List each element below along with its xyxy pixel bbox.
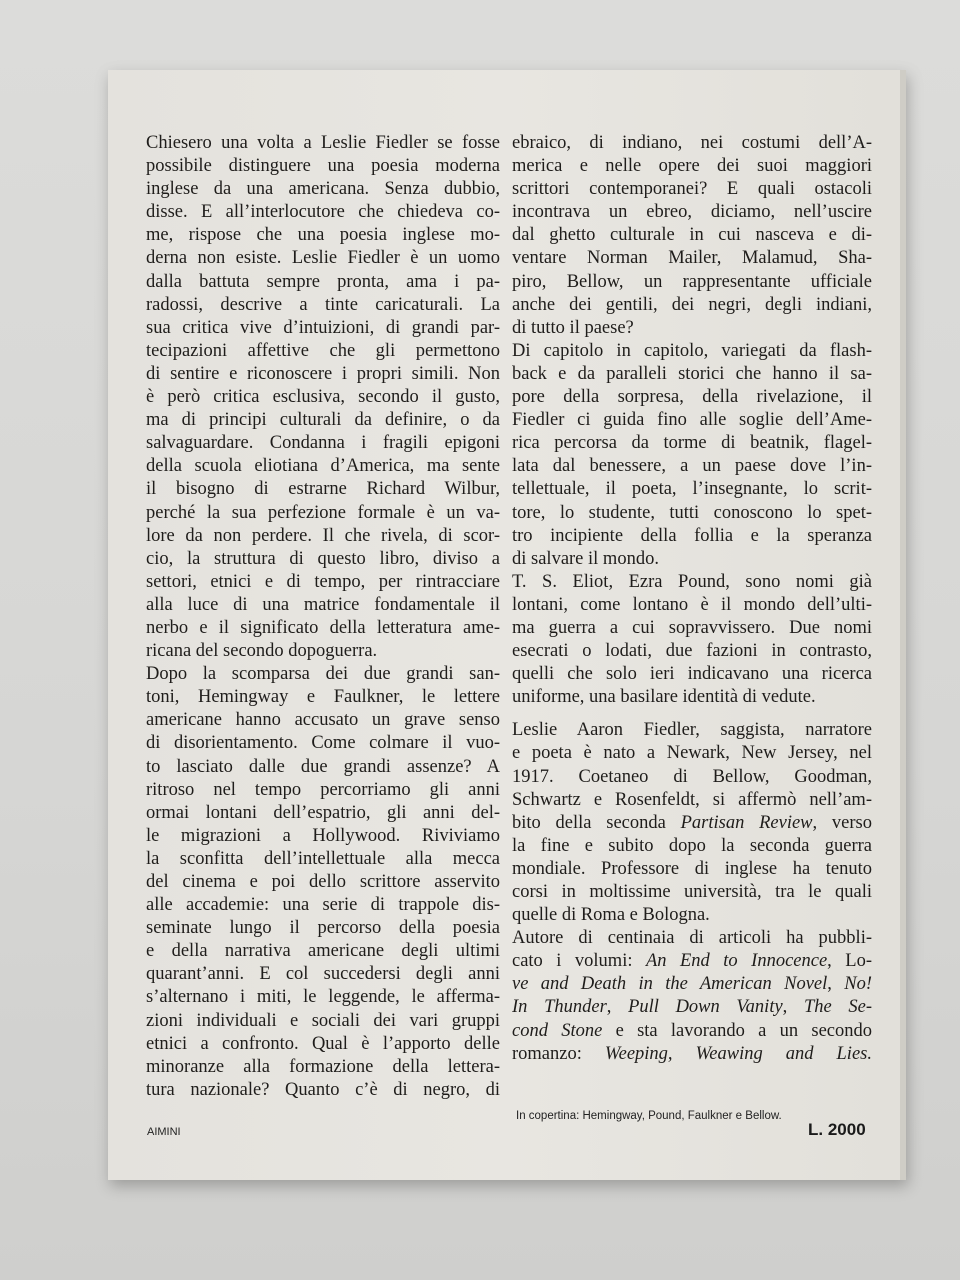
- text-line: ormai lontani dell’espatrio, gli anni del-: [146, 802, 500, 823]
- text-line: [512, 950, 872, 973]
- text-line: alle accademie: una serie di trappole dis-: [146, 895, 500, 916]
- text-line: americane hanno accusato un grave senso: [146, 710, 500, 731]
- paragraph: [512, 340, 872, 571]
- text-line: [512, 812, 872, 835]
- italic-title: The Se-: [803, 997, 872, 1018]
- text-line: tore, lo studente, tutti conoscono lo spet-: [512, 502, 872, 523]
- book-back-cover: [108, 70, 906, 1180]
- italic-title: cond Stone: [512, 1020, 603, 1041]
- text-segment: romanzo:: [512, 1043, 605, 1064]
- text-line: nerbo e il significato della letteratura ame-: [146, 617, 500, 638]
- text-line: corsi in moltissime università, tra le quali: [512, 882, 872, 902]
- text-line: pore della sorpresa, della rivelazione, il: [512, 387, 872, 408]
- text-line: minoranze alla formazione della lettera-: [146, 1056, 500, 1077]
- paragraph: [146, 132, 500, 663]
- text-line: Fiedler ci guida fino alle soglie dell’Ame-: [512, 410, 872, 431]
- text-line: e della narrativa americane degli ultimi: [146, 941, 500, 962]
- text-line: piro, Bellow, un rappresentante ufficiale: [512, 271, 872, 292]
- text-line: [512, 1020, 872, 1043]
- text-line: di salvare il mondo.: [512, 548, 659, 569]
- text-line: [512, 973, 872, 996]
- text-line: dal ghetto culturale in cui nasceva e di-: [512, 225, 872, 246]
- text-line: Dopo la scomparsa dei due grandi san-: [146, 664, 500, 685]
- text-line: to lasciato dalle due grandi assenze? A: [146, 756, 500, 777]
- text-line: salvaguardare. Condanna i fragili epigoni: [146, 433, 500, 454]
- text-line: s’alternano i miti, le leggende, le afferma-: [146, 987, 500, 1008]
- text-line: Chiesero una volta a Leslie Fiedler se fosse: [146, 133, 500, 153]
- publisher-name: AIMINI: [147, 1126, 181, 1138]
- paragraph: [512, 571, 872, 710]
- text-segment: ,: [827, 974, 845, 995]
- text-line: ricana del secondo dopoguerra.: [146, 641, 378, 662]
- text-segment: e sta lavorando a un secondo: [602, 1020, 872, 1041]
- paragraph: [512, 132, 872, 340]
- text-line: T. S. Eliot, Ezra Pound, sono nomi già: [512, 571, 872, 592]
- text-line: Autore di centinaia di articoli ha pubbli-: [512, 928, 872, 949]
- text-line: cio, la struttura di questo libro, diviso a: [146, 548, 500, 569]
- italic-title: An End to Innocence: [645, 951, 828, 972]
- text-line: inglese da una americana. Senza dubbio,: [146, 179, 500, 200]
- text-line: tura nazionale? Quanto c’è di negro, di: [146, 1079, 500, 1100]
- italic-title: No!: [844, 974, 872, 995]
- text-line: quelli che solo ieri indicavano una ricerca: [512, 664, 872, 685]
- text-line: il bisogno di estrarne Richard Wilbur,: [146, 479, 500, 500]
- text-line: la fine e subito dopo la seconda guerra: [512, 835, 872, 856]
- text-line: quelle di Roma e Bologna.: [512, 905, 710, 926]
- italic-title: Pull Down Vanity: [628, 997, 783, 1018]
- text-line: rica percorsa da torme di beatnik, flagel-: [512, 433, 872, 454]
- text-line: derna non esiste. Leslie Fiedler è un uomo: [146, 248, 500, 269]
- left-text-column: [146, 132, 500, 1102]
- text-line: tellettuale, il poeta, l’insegnante, lo scrit-: [512, 479, 872, 500]
- text-line: zioni individuali e sociali dei vari gruppi: [146, 1010, 500, 1031]
- text-segment: , verso: [812, 812, 872, 833]
- text-line: tecipazioni affettive che gli permettono: [146, 340, 500, 361]
- text-line: ma di principi culturali da definire, o da: [146, 410, 500, 431]
- italic-title: Partisan Review: [680, 812, 813, 833]
- text-line: me, rispose che una poesia inglese mo-: [146, 225, 500, 246]
- text-line: del cinema e poi dello scrittore asservito: [146, 872, 500, 892]
- text-line: la sconfitta dell’intellettuale alla mecca: [146, 848, 500, 869]
- text-line: di disorientamento. Come colmare il vuo-: [146, 733, 500, 754]
- italic-title: ve and Death in the American Novel: [512, 974, 828, 995]
- text-line: di sentire e riconoscere i propri simili. Non: [146, 363, 500, 384]
- text-line: e poeta è nato a Newark, New Jersey, nel: [512, 743, 872, 764]
- text-line: 1917. Coetaneo di Bellow, Goodman,: [512, 766, 872, 787]
- text-line: è però critica esclusiva, secondo il gusto,: [146, 387, 500, 408]
- text-segment: bito della seconda: [512, 812, 681, 833]
- text-line: radossi, descrive a tinte caricaturali. La: [146, 294, 500, 315]
- text-line: ebraico, di indiano, nei costumi dell’A-: [512, 133, 872, 153]
- italic-title: In Thunder: [512, 997, 607, 1018]
- text-line: disse. E all’interlocutore che chiedeva co-: [146, 202, 500, 223]
- text-line: settori, etnici e di tempo, per rintracciare: [146, 571, 500, 592]
- text-line: mondiale. Professore di inglese ha tenuto: [512, 858, 872, 879]
- text-line: lore da non perdere. Il che rivela, di scor-: [146, 525, 500, 546]
- text-line: dalla battuta sempre pronta, ama i pa-: [146, 271, 500, 292]
- text-line: [512, 1043, 872, 1066]
- text-line: della scuola eliotiana d’America, ma sente: [146, 456, 500, 477]
- text-line: perché la sua perfezione formale è un va-: [146, 502, 500, 523]
- text-line: tro incipiente della follia e la speranza: [512, 525, 872, 546]
- paragraph: [146, 663, 500, 1102]
- text-line: uniforme, una basilare identità di vedute.: [512, 687, 816, 708]
- text-line: back e da paralleli storici che hanno il sa-: [512, 363, 872, 384]
- text-line: merica e nelle opere dei suoi maggiori: [512, 156, 872, 177]
- text-line: Di capitolo in capitolo, variegati da flash-: [512, 340, 872, 361]
- text-line: lontani, come lontano è il mondo dell’ulti-: [512, 594, 872, 615]
- right-text-column: [512, 132, 872, 1066]
- text-segment: ,: [606, 997, 629, 1018]
- text-line: Leslie Aaron Fiedler, saggista, narratore: [512, 720, 872, 741]
- text-line: le migrazioni a Hollywood. Riviviamo: [146, 825, 500, 846]
- price-label: L. 2000: [808, 1120, 866, 1139]
- text-line: ritroso nel tempo percorriamo gli anni: [146, 779, 500, 800]
- text-line: seminate lungo il percorso della poesia: [146, 918, 500, 939]
- paragraph: [512, 927, 872, 1066]
- text-line: incontrava un ebreo, diciamo, nell’uscire: [512, 202, 872, 223]
- text-line: esecrati o lodati, due fazioni in contrasto,: [512, 641, 872, 662]
- paragraph: [512, 719, 872, 927]
- italic-title: Weeping, Weawing and Lies.: [604, 1043, 872, 1064]
- text-segment: ,: [782, 997, 804, 1018]
- cover-caption: In copertina: Hemingway, Pound, Faulkner e Bellow.: [516, 1110, 782, 1122]
- text-segment: cato i volumi:: [512, 951, 646, 972]
- text-line: anche dei gentili, dei negri, degli indiani,: [512, 294, 872, 315]
- text-line: [512, 996, 872, 1019]
- text-line: toni, Hemingway e Faulkner, le lettere: [146, 687, 500, 708]
- text-line: sua critica vive d’intuizioni, di grandi par-: [146, 317, 500, 338]
- text-line: alla luce di una matrice fondamentale il: [146, 594, 500, 615]
- text-line: ma guerra a cui sopravvissero. Due nomi: [512, 617, 872, 638]
- text-segment: , Lo-: [827, 951, 872, 972]
- text-line: di tutto il paese?: [512, 317, 634, 338]
- text-line: lata dal benessere, a un paese dove l’in-: [512, 456, 872, 477]
- text-line: Schwartz e Rosenfeldt, si affermò nell’am-: [512, 789, 872, 810]
- text-line: quarant’anni. E col succedersi degli anni: [146, 964, 500, 985]
- text-line: etnici a confronto. Qual è l’apporto delle: [146, 1033, 500, 1054]
- text-line: possibile distinguere una poesia moderna: [146, 156, 500, 177]
- text-line: scrittori contemporanei? E quali ostacoli: [512, 179, 872, 200]
- text-line: ventare Norman Mailer, Malamud, Sha-: [512, 248, 872, 269]
